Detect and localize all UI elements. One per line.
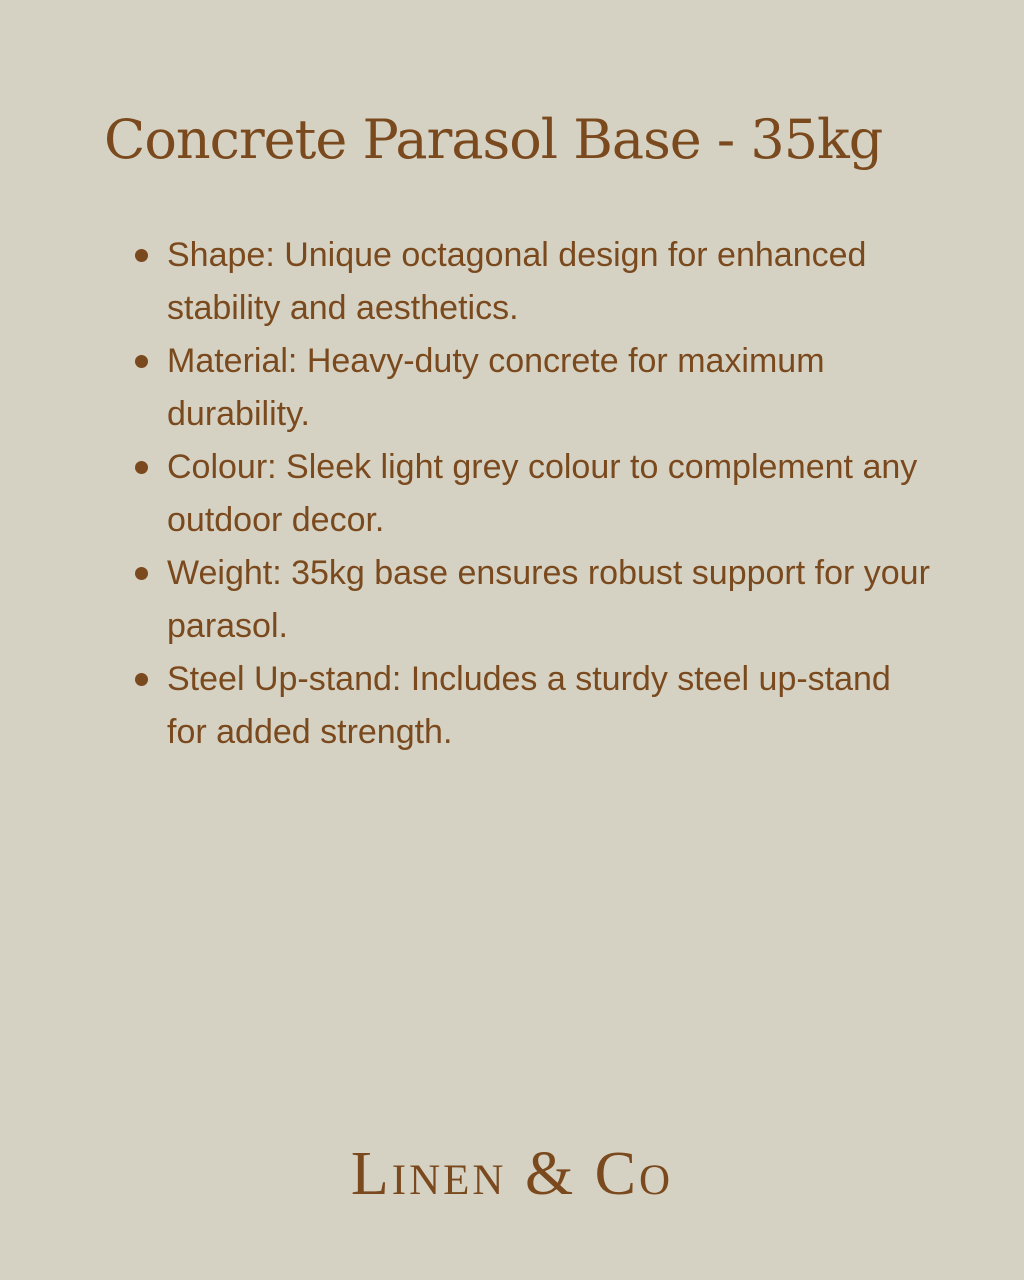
feature-text: Colour: Sleek light grey colour to complement any outdoor decor. — [167, 448, 918, 539]
feature-item — [132, 229, 932, 335]
feature-list — [132, 229, 932, 759]
feature-item — [132, 441, 932, 547]
bullet-icon — [135, 673, 148, 686]
product-title: Concrete Parasol Base - 35kg — [104, 108, 883, 171]
bullet-icon — [135, 249, 148, 262]
bullet-icon — [135, 461, 148, 474]
feature-item — [132, 653, 932, 759]
bullet-icon — [135, 355, 148, 368]
bullet-icon — [135, 567, 148, 580]
feature-text: Steel Up-stand: Includes a sturdy steel up-stand for added strength. — [167, 660, 891, 751]
feature-item — [132, 335, 932, 441]
feature-text: Material: Heavy-duty concrete for maximum durability. — [167, 342, 825, 433]
feature-item — [132, 547, 932, 653]
brand-logo: Linen & Co — [350, 1140, 674, 1208]
feature-text: Shape: Unique octagonal design for enhanced stability and aesthetics. — [167, 236, 867, 327]
feature-text: Weight: 35kg base ensures robust support for your parasol. — [167, 554, 930, 645]
